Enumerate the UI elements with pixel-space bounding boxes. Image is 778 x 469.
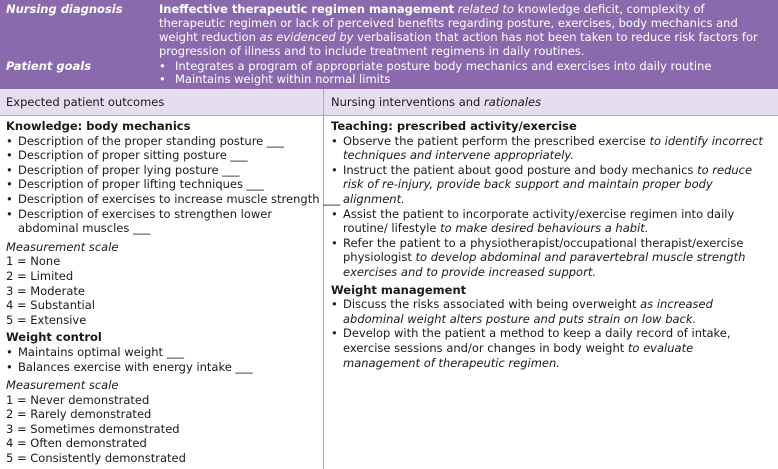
- diagnosis-factors: knowledge deficit, complexity of therapeutic regimen or lack of perceived benefits regarding posture, exercises, body mechanics and weight reduction: [159, 2, 738, 44]
- teaching-heading: Teaching: prescribed activity/exercise: [331, 119, 577, 133]
- measurement-scale-title: Measurement scale: [6, 378, 119, 393]
- intervention-item: • Assist the patient to incorporate activity/exercise regimen into daily routine/ lifestyle to make desired behaviours a habit.: [331, 207, 773, 236]
- diagnosis-header: Nursing diagnosis Ineffective therapeutic regimen management related to knowledge deficit, complexity of therapeutic regimen or lack of perceived benefits regarding posture, exercises, body mechanics and weight reduction as evidenced by verbalisation that action has not been taken to reduce risk factors for progression of illness and to include treatment regimens in daily routines. Patient goals • Integrates a program of appropriate posture body mechanics and exercises into daily routine • Maintains weight within normal limits: [0, 0, 778, 89]
- outcomes-column: [6, 116, 341, 466]
- knowledge-heading: Knowledge: body mechanics: [6, 119, 191, 133]
- weight-management-heading: Weight management: [331, 282, 467, 297]
- intervention-item: • Instruct the patient about good posture and body mechanics to reduce risk of re-injury, provide back support and maintain proper body alignment.: [331, 163, 773, 207]
- scale-item: 4 = Substantial: [6, 298, 95, 313]
- list-item: • Description of proper sitting posture ___: [6, 148, 318, 163]
- scale-item: 1 = Never demonstrated: [6, 392, 150, 407]
- interventions-column: [331, 116, 773, 370]
- list-item: • Maintains optimal weight ___: [6, 345, 318, 360]
- scale-item: 5 = Extensive: [6, 312, 87, 327]
- intervention-item: • Observe the patient perform the prescribed exercise to identify incorrect techniques and intervene appropriately.: [331, 134, 773, 163]
- diagnosis-evidence: verbalisation that action has not been taken to reduce risk factors for progression of illness and to include treatment regimens in daily routines.: [159, 30, 758, 58]
- intervention-item: • Develop with the patient a method to keep a daily record of intake, exercise sessions and/or changes in body weight to evaluate management of therapeutic regimen.: [331, 326, 773, 370]
- list-item: • Balances exercise with energy intake ___: [6, 360, 318, 375]
- list-item: • Description of exercises to strengthen lower abdominal muscles ___: [6, 207, 318, 236]
- outcomes-heading: Expected patient outcomes: [6, 95, 165, 109]
- intervention-item: • Discuss the risks associated with being overweight as increased abdominal weight alters posture and puts strain on low back.: [331, 297, 773, 326]
- intervention-item: • Refer the patient to a physiotherapist/occupational therapist/exercise physiologist to develop abdominal and paravertebral muscle strength exercises and to provide increased support.: [331, 236, 773, 280]
- list-item: • Description of the proper standing posture ___: [6, 134, 318, 149]
- list-item: • Description of exercises to increase muscle strength ___: [6, 192, 318, 207]
- diagnosis-text: [159, 2, 771, 58]
- scale-item: 4 = Often demonstrated: [6, 436, 147, 451]
- bullet-icon: •: [159, 59, 166, 73]
- column-divider: [323, 89, 324, 469]
- diagnosis-related-to: related to: [457, 2, 514, 16]
- measurement-scale-title: Measurement scale: [6, 239, 119, 254]
- diagnosis-evidenced-by: as evidenced by: [259, 30, 354, 44]
- list-item: • Description of proper lying posture ___: [6, 163, 318, 178]
- weight-control-heading: Weight control: [6, 330, 102, 345]
- list-item: • Description of proper lifting techniques ___: [6, 177, 318, 192]
- interventions-heading: Nursing interventions and rationales: [331, 95, 542, 109]
- scale-item: 3 = Sometimes demonstrated: [6, 421, 180, 436]
- diagnosis-label: Nursing diagnosis: [6, 2, 123, 16]
- column-headings: [0, 89, 778, 116]
- scale-item: 3 = Moderate: [6, 283, 85, 298]
- scale-item: 1 = None: [6, 254, 61, 269]
- bullet-icon: •: [159, 72, 166, 86]
- scale-item: 5 = Consistently demonstrated: [6, 451, 186, 466]
- diagnosis-lead: Ineffective therapeutic regimen management: [159, 2, 455, 16]
- scale-item: 2 = Limited: [6, 268, 74, 283]
- goals-label: Patient goals: [6, 59, 92, 73]
- scale-item: 2 = Rarely demonstrated: [6, 407, 152, 422]
